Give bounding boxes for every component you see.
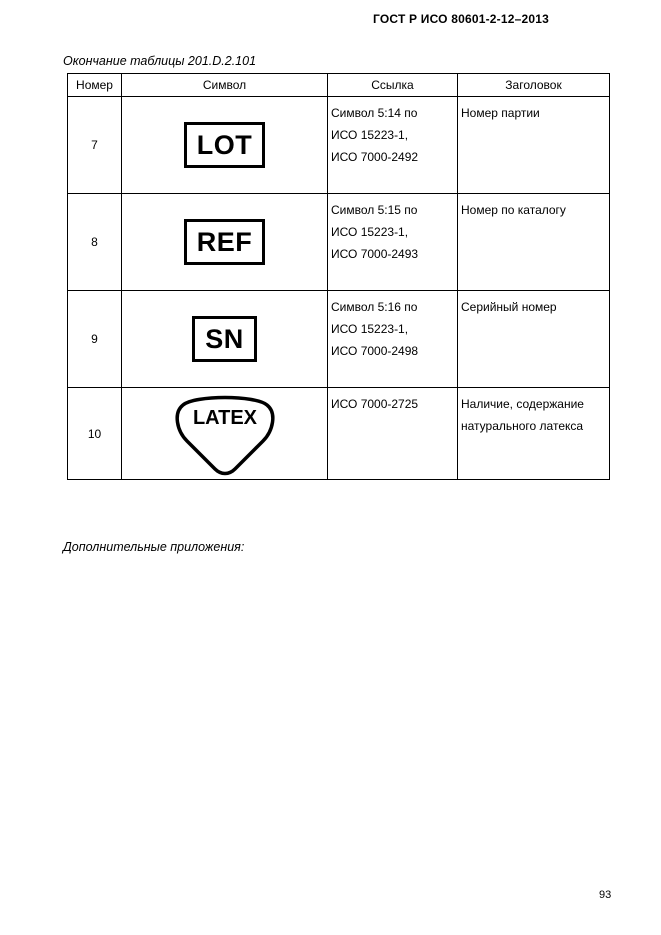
reference-line: ИСО 15223-1, (331, 322, 409, 336)
ref-symbol-icon: REF (184, 219, 266, 265)
symbol-cell (122, 97, 328, 194)
reference-cell (328, 291, 458, 388)
reference-line: ИСО 7000-2492 (331, 150, 419, 164)
reference-line: ИСО 7000-2725 (331, 397, 419, 411)
additional-annexes-heading: Дополнительные приложения: (63, 540, 245, 554)
symbol-cell (122, 291, 328, 388)
reference-line: ИСО 7000-2498 (331, 344, 419, 358)
table-row (68, 291, 610, 388)
row-number: 8 (68, 194, 122, 291)
column-header-symbol: Символ (122, 74, 328, 97)
reference-line: ИСО 7000-2493 (331, 247, 419, 261)
table-row (68, 97, 610, 194)
page-number: 93 (599, 889, 612, 901)
column-header-title: Заголовок (458, 74, 610, 97)
lot-symbol-icon: LOT (184, 122, 266, 168)
standard-header: ГОСТ Р ИСО 80601-2-12–2013 (373, 12, 549, 26)
column-header-reference: Ссылка (328, 74, 458, 97)
symbol-cell (122, 194, 328, 291)
latex-symbol-label: LATEX (192, 406, 257, 429)
symbol-cell (122, 388, 328, 480)
column-header-number: Номер (68, 74, 122, 97)
reference-cell (328, 194, 458, 291)
latex-symbol-icon (175, 391, 275, 477)
symbols-table (67, 73, 610, 480)
reference-line: ИСО 15223-1, (331, 225, 409, 239)
table-header-row (68, 74, 610, 97)
title-cell: Номер партии (458, 97, 610, 194)
reference-line: ИСО 15223-1, (331, 128, 409, 142)
table-caption: Окончание таблицы 201.D.2.101 (63, 54, 257, 68)
title-cell: Серийный номер (458, 291, 610, 388)
table-row (68, 194, 610, 291)
title-line: натурального латекса (461, 419, 584, 433)
sn-symbol-icon: SN (192, 316, 257, 362)
reference-line: Символ 5:15 по (331, 203, 418, 217)
reference-cell (328, 97, 458, 194)
reference-line: Символ 5:14 по (331, 106, 418, 120)
reference-cell (328, 388, 458, 480)
title-cell (458, 388, 610, 480)
table-row (68, 388, 610, 480)
row-number: 9 (68, 291, 122, 388)
title-cell: Номер по каталогу (458, 194, 610, 291)
title-line: Наличие, содержание (461, 397, 584, 411)
reference-line: Символ 5:16 по (331, 300, 418, 314)
row-number: 10 (68, 388, 122, 480)
row-number: 7 (68, 97, 122, 194)
